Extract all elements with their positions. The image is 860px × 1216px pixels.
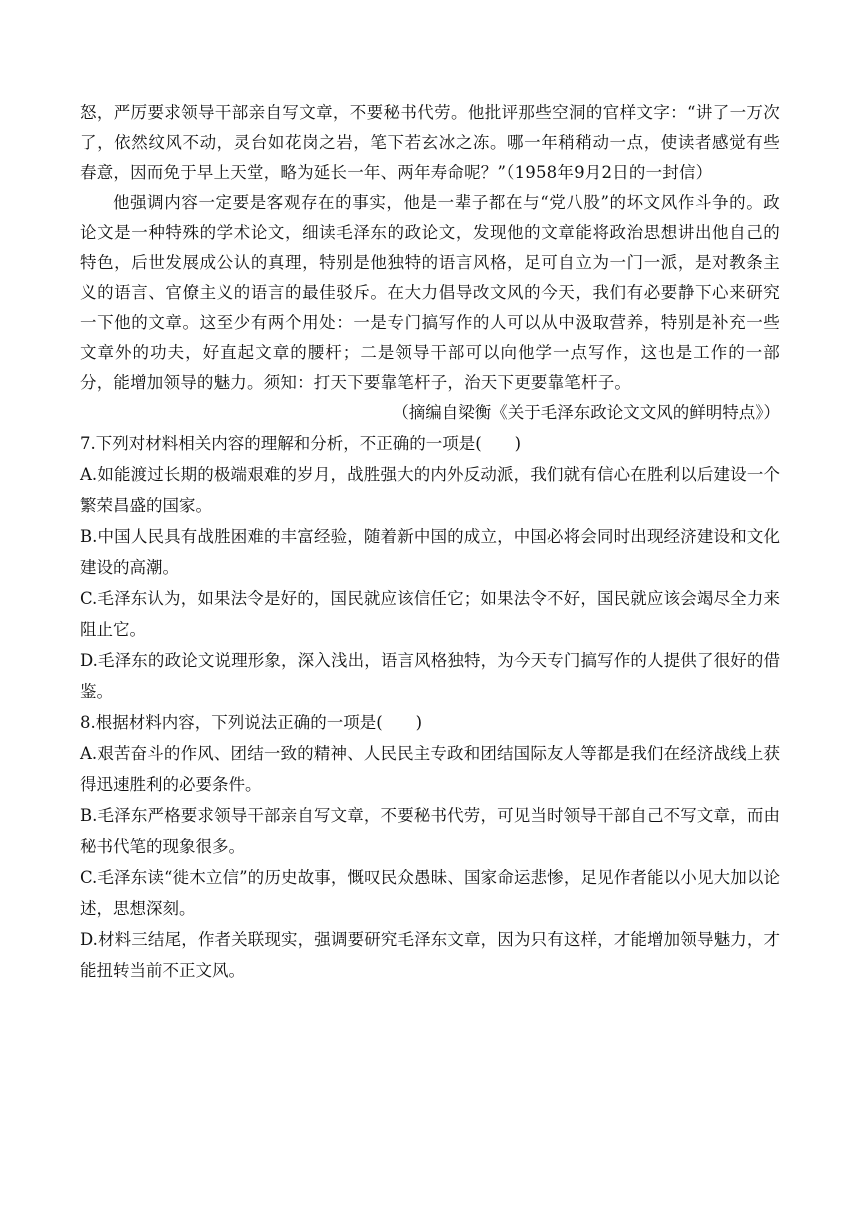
option-d: D.毛泽东的政论文说理形象，深入浅出，语言风格独特，为今天专门搞写作的人提供了很好的借鉴。 — [80, 651, 780, 701]
option-a: A.艰苦奋斗的作风、团结一致的精神、人民民主专政和团结国际友人等都是我们在经济战线上获得迅速胜利的必要条件。 — [80, 744, 780, 794]
question-stem: 8.根据材料内容，下列说法正确的一项是( ) — [80, 713, 423, 732]
option-c: C.毛泽东读“徙木立信”的历史故事，慨叹民众愚昧、国家命运悲惨，足见作者能以小见大加以论述，思想深刻。 — [80, 868, 780, 918]
option-a: A.如能渡过长期的极端艰难的岁月，战胜强大的内外反动派，我们就有信心在胜利以后建设一个繁荣昌盛的国家。 — [80, 465, 780, 515]
passage-paragraph-1: 怒，严厉要求领导干部亲自写文章，不要秘书代劳。他批评那些空洞的官样文字：“讲了一万次了，依然纹风不动，灵台如花岗之岩，笔下若玄冰之冻。哪一年稍稍动一点，使读者感觉有些春意，因而免于早上天堂，略为延长一年、两年寿命呢？”（1958年9月2日的一封信） — [80, 103, 780, 182]
question-7 — [80, 428, 780, 707]
passage-source: （摘编自梁衡《关于毛泽东政论文文风的鲜明特点》） — [392, 403, 780, 422]
option-b: B.毛泽东严格要求领导干部亲自写文章，不要秘书代劳，可见当时领导干部自己不写文章，而由秘书代笔的现象很多。 — [80, 806, 780, 856]
passage-paragraph-2: 他强调内容一定要是客观存在的事实，他是一辈子都在与“党八股”的坏文风作斗争的。政论文是一种特殊的学术论文，细读毛泽东的政论文，发现他的文章能将政治思想讲出他自己的特色，后世发展成公认的真理，特别是他独特的语言风格，足可自立为一门一派，是对教条主义的语言、官僚主义的语言的最佳驳斥。在大力倡导改文风的今天，我们有必要静下心来研究一下他的文章。这至少有两个用处：一是专门搞写作的人可以从中汲取营养，特别是补充一些文章外的功夫，好直起文章的腰杆；二是领导干部可以向他学一点写作，这也是工作的一部分，能增加领导的魅力。须知：打天下要靠笔杆子，治天下更要靠笔杆子。 — [80, 193, 780, 392]
document-page — [80, 98, 780, 986]
question-stem: 7.下列对材料相关内容的理解和分析，不正确的一项是( ) — [80, 434, 522, 453]
option-d: D.材料三结尾，作者关联现实，强调要研究毛泽东文章，因为只有这样，才能增加领导魅力，才能扭转当前不正文风。 — [80, 930, 780, 980]
option-c: C.毛泽东认为，如果法令是好的，国民就应该信任它；如果法令不好，国民就应该会竭尽全力来阻止它。 — [80, 589, 780, 639]
question-8 — [80, 707, 780, 986]
option-b: B.中国人民具有战胜困难的丰富经验，随着新中国的成立，中国必将会同时出现经济建设和文化建设的高潮。 — [80, 527, 780, 577]
